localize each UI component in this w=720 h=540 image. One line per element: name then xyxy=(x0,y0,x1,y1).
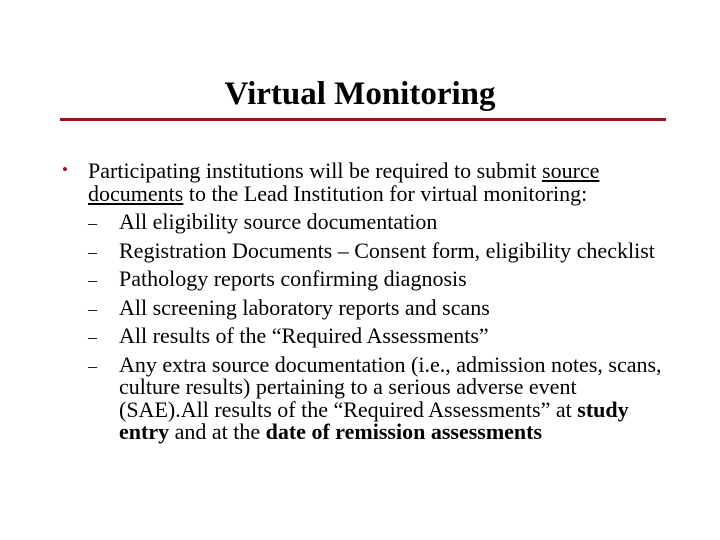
bold-remission-assessments: date of remission assessments xyxy=(265,419,543,444)
slide-content xyxy=(62,160,662,444)
bold-study-entry: study entry xyxy=(119,396,629,444)
bullet-marker: • xyxy=(62,160,68,179)
slide-title: Virtual Monitoring xyxy=(224,76,496,112)
sub-bullet-text: Any extra source documentation (i.e., admission notes, scans, culture results) pertaining to a serious adverse event (SAE).All results of the “Required Assessments” at xyxy=(119,351,662,422)
dash-marker: – xyxy=(88,298,97,319)
sub-bullet-item xyxy=(62,325,662,348)
sub-bullet-text: All results of the “Required Assessments” xyxy=(119,323,489,348)
sub-bullet-item xyxy=(62,294,662,320)
sub-bullet-text: Pathology reports confirming diagnosis xyxy=(119,266,467,291)
sub-bullet-text: All screening laboratory reports and scans xyxy=(119,294,490,320)
sub-bullet-text: Registration Documents – Consent form, eligibility checklist xyxy=(119,237,655,263)
sub-bullet-item xyxy=(62,351,662,444)
dash-marker: – xyxy=(88,213,97,233)
dash-marker: – xyxy=(88,355,97,376)
bullet-text-before: Participating institutions will be required to submit xyxy=(88,158,543,183)
dash-marker: – xyxy=(88,270,97,290)
sub-bullet-item xyxy=(62,237,662,263)
main-bullet xyxy=(62,160,662,205)
sub-bullet-text: All eligibility source documentation xyxy=(119,209,438,234)
sub-bullet-item xyxy=(62,268,662,291)
sub-bullet-text-mid: and at the xyxy=(169,419,266,444)
bullet-text-underlined: source documents xyxy=(88,158,600,206)
dash-marker: – xyxy=(88,241,97,262)
sub-bullet-list xyxy=(62,211,662,444)
sub-bullet-item xyxy=(62,211,662,234)
title-divider xyxy=(60,118,666,121)
dash-marker: – xyxy=(88,327,97,347)
bullet-text-after: to the Lead Institution for virtual monitoring: xyxy=(183,180,588,206)
